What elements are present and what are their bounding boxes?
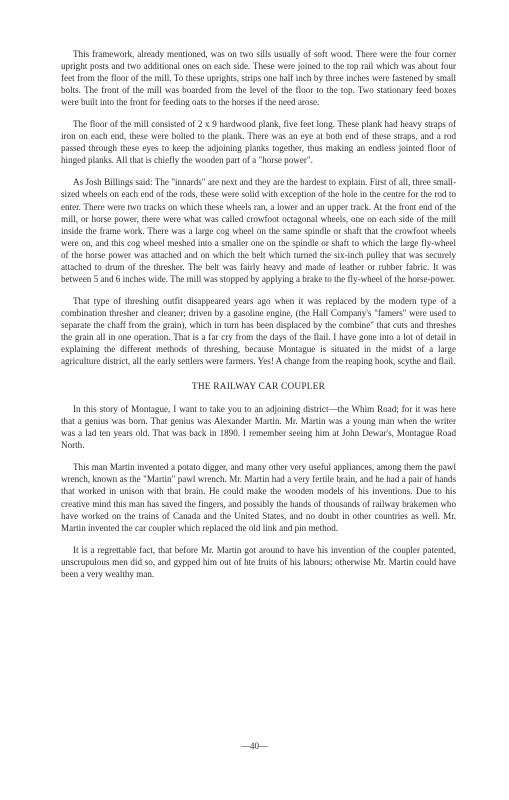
paragraph-gap <box>61 451 456 461</box>
paragraph-mill-floor: The floor of the mill consisted of 2 x 9 hardwood plank, five feet long. These plank had heavy straps of iron on each end, these were bolted to the plank. There was an eye at both end of these straps, and a rod passed through these eyes to keep the adjoining planks together, thus making an endless jointed floor of hinged planks. All that is chiefly the wooden part of a "horse power". <box>61 119 456 166</box>
paragraph-gap <box>61 285 456 295</box>
paragraph-whim-road: In this story of Montague, I want to take you to an adjoining district—the Whim Road; for it was here that a genius was born. That genius was Alexander Martin. Mr. Martin was a young man when the writer was a lad ten years old. That was back in 1890. I remember seeing him at John Dewar's, Montague Road North. <box>61 404 456 451</box>
section-gap <box>61 393 456 403</box>
page-number: —40— <box>241 741 268 751</box>
section-gap <box>61 367 456 381</box>
page-body <box>61 48 456 580</box>
paragraph-gap <box>61 108 456 118</box>
paragraph-threshing-outfit: That type of threshing outfit disappeared years ago when it was replaced by the modern type of a combination thresher and cleaner; driven by a gasoline engine, (the Hall Company's "famers" were used to separate the chaff from the grain), which in turn has been displaced by the combine" that cuts and threshes the grain all in one operation. That is a far cry from the days of the flail. I have gone into a lot of detail in explaining the different methods of threshing, because Montague is situated in the midst of a large agriculture district, all the early settlers were farmers. Yes! A change from the reaping hook, scythe and flail. <box>61 295 456 367</box>
paragraph-framework: This framework, already mentioned, was on two sills usually of soft wood. There were the four corner upright posts and two additional ones on each side. These were joined to the top rail which was about four feet from the floor of the mill. To these uprights, strips one half inch by three inches were fastened by small bolts. The front of the mill was boarded from the level of the floor to the top. Two stationary feed boxes were built into the front for feeding oats to the horses if the need arose. <box>61 49 456 108</box>
paragraph-gap <box>61 166 456 176</box>
paragraph-innards: As Josh Billings said: The "innards" are next and they are the hardest to explain. First of all, three small-sized wheels on each end of the rods, these were solid with exception of the hole in the centre for the rod to enter. There were two tracks on which these wheels ran, a lower and an upper track. At the front end of the mill, or horse power, there were what was called crowfoot octagonal wheels, one on each side of the mill inside the frame work. There was a large cog wheel on the same spindle or shaft that the crowfoot wheels were on, and this cog wheel meshed into a smaller one on the spindle or shaft to which the large fly-wheel of the horse power was attached and on which the belt which turned the six-inch pulley that was securely attached to drum of the thresher. The belt was fairly heavy and made of leather or rubber fabric. It was between 5 and 6 inches wide. The mill was stopped by applying a brake to the fly-wheel of the horse-power. <box>61 177 456 284</box>
section-heading: THE RAILWAY CAR COUPLER <box>191 382 326 393</box>
paragraph-patent: It is a regrettable fact, that before Mr. Martin got around to have his invention of the coupler patented, unscrupulous men did so, and gypped him out of hte fruits of his labours; otherwise Mr. Martin could have been a very wealthy man. <box>61 544 456 579</box>
paragraph-gap <box>61 534 456 544</box>
paragraph-martin-inventions: This man Martin invented a potato digger, and many other very useful appliances, among them the pawl wrench, known as the "Martin" pawl wrench. Mr. Martin had a very fertile brain, and he had a pair of hands that worked in unison with that brain. He could make the wooden models of his inventions. Due to his creative mind this man has saved the fingers, and possibly the hands of thousands of railway brakemen who have worked on the trains of Canada and the United States, and no doubt in other countries as well. Mr. Martin invented the car coupler which replaced the old link and pin method. <box>61 462 456 533</box>
